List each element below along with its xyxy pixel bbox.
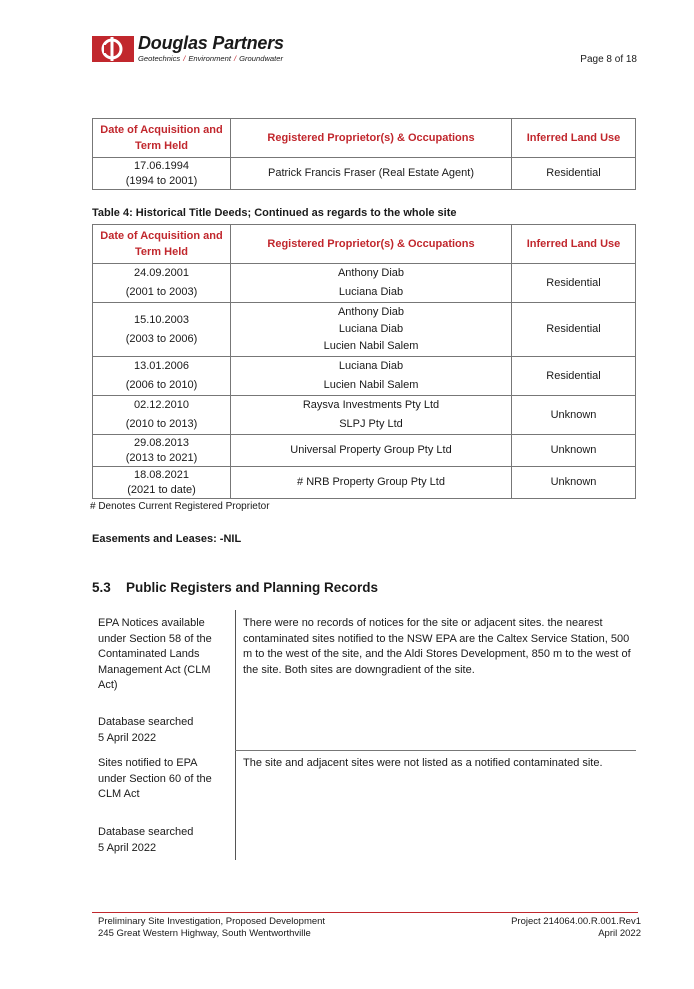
proprietor-name: Luciana Diab bbox=[338, 286, 404, 298]
term-held: (2021 to date) bbox=[127, 483, 196, 496]
title-deeds-table-continued bbox=[92, 118, 636, 190]
table-footnote: # Denotes Current Registered Proprietor bbox=[90, 501, 270, 512]
company-logo bbox=[92, 34, 322, 68]
footer-address: 245 Great Western Highway, South Wentworthville bbox=[98, 927, 311, 939]
logo-mark-icon bbox=[92, 36, 134, 62]
cell-date bbox=[93, 158, 231, 190]
acquisition-date: 17.06.1994 bbox=[133, 159, 190, 172]
table-header-row bbox=[93, 225, 636, 264]
col-header-date: Date of Acquisition and Term Held bbox=[93, 119, 231, 158]
database-searched-date: 5 April 2022 bbox=[98, 841, 157, 854]
term-held: (2010 to 2013) bbox=[125, 418, 198, 430]
cell-date bbox=[93, 435, 231, 467]
cell-date bbox=[93, 264, 231, 303]
acquisition-date: 15.10.2003 bbox=[133, 313, 190, 326]
acquisition-date: 02.12.2010 bbox=[133, 399, 190, 411]
table-row bbox=[93, 435, 636, 467]
sites-notified-searched bbox=[98, 825, 228, 856]
cell-proprietor bbox=[231, 303, 512, 357]
footer-date: April 2022 bbox=[598, 927, 641, 939]
cell-proprietor: Patrick Francis Fraser (Real Estate Agent) bbox=[231, 158, 512, 190]
cell-land-use: Unknown bbox=[512, 467, 636, 499]
acquisition-date: 24.09.2001 bbox=[133, 267, 190, 279]
sites-notified-label: Sites notified to EPA under Section 60 of the CLM Act bbox=[98, 757, 212, 800]
footer-project-reference bbox=[511, 916, 641, 939]
section-title: Public Registers and Planning Records bbox=[126, 580, 379, 595]
acquisition-date: 18.08.2021 bbox=[133, 468, 190, 481]
cell-land-use: Residential bbox=[512, 303, 636, 357]
cell-land-use: Residential bbox=[512, 357, 636, 396]
footer-project-description bbox=[98, 916, 325, 939]
col-header-proprietor: Registered Proprietor(s) & Occupations bbox=[231, 119, 512, 158]
cell-land-use: Residential bbox=[512, 158, 636, 190]
term-held: (1994 to 2001) bbox=[125, 174, 198, 187]
column-divider bbox=[235, 610, 236, 860]
epa-notices-label: EPA Notices available under Section 58 of the Contaminated Lands Management Act (CLM Act) bbox=[98, 617, 212, 691]
logo-name: Douglas Partners bbox=[138, 33, 284, 53]
cell-date bbox=[93, 467, 231, 499]
page-number: Page 8 of 18 bbox=[580, 54, 637, 65]
table-header-row bbox=[93, 119, 636, 158]
sites-notified-text: The site and adjacent sites were not listed as a notified contaminated site. bbox=[243, 757, 603, 769]
cell-proprietor: # NRB Property Group Pty Ltd bbox=[231, 467, 512, 499]
footer-title: Preliminary Site Investigation, Proposed Development bbox=[98, 916, 326, 927]
section-number: 5.3 bbox=[92, 580, 111, 595]
database-searched-label: Database searched bbox=[98, 716, 194, 728]
title-deeds-table bbox=[92, 224, 636, 499]
table-4-caption: Table 4: Historical Title Deeds; Continued as regards to the whole site bbox=[92, 207, 457, 219]
public-registers-table bbox=[92, 610, 636, 860]
cell-land-use: Unknown bbox=[512, 435, 636, 467]
easements-text: Easements and Leases: -NIL bbox=[92, 533, 242, 545]
table-row bbox=[93, 357, 636, 396]
epa-notices-searched bbox=[98, 715, 228, 746]
col-header-land-use: Inferred Land Use bbox=[512, 225, 636, 264]
logo-tagline: Geotechnics / Environment / Groundwater bbox=[138, 54, 284, 63]
table-row bbox=[93, 264, 636, 303]
proprietor-name: SLPJ Pty Ltd bbox=[339, 418, 403, 430]
row-divider bbox=[235, 750, 636, 751]
term-held: (2006 to 2010) bbox=[125, 379, 198, 391]
proprietor-name: Anthony Diab bbox=[337, 306, 405, 318]
acquisition-date: 13.01.2006 bbox=[133, 360, 190, 372]
table-row bbox=[93, 303, 636, 357]
cell-proprietor bbox=[231, 264, 512, 303]
proprietor-name: Luciana Diab bbox=[338, 360, 404, 372]
table-row bbox=[93, 158, 636, 190]
tagline-groundwater: Groundwater bbox=[239, 54, 284, 63]
cell-land-use: Residential bbox=[512, 264, 636, 303]
section-heading bbox=[92, 580, 378, 595]
database-searched-label: Database searched bbox=[98, 826, 194, 838]
proprietor-name: Luciana Diab bbox=[338, 323, 404, 335]
proprietor-name: Anthony Diab bbox=[337, 267, 405, 279]
cell-date bbox=[93, 303, 231, 357]
table-row bbox=[93, 396, 636, 435]
proprietor-name: Lucien Nabil Salem bbox=[323, 340, 419, 352]
acquisition-date: 29.08.2013 bbox=[133, 436, 190, 449]
cell-proprietor bbox=[231, 357, 512, 396]
cell-proprietor bbox=[231, 396, 512, 435]
cell-date bbox=[93, 357, 231, 396]
tagline-environment: Environment bbox=[188, 54, 231, 63]
footer-divider bbox=[92, 912, 638, 913]
table-row bbox=[93, 467, 636, 499]
cell-proprietor: Universal Property Group Pty Ltd bbox=[231, 435, 512, 467]
proprietor-name: Raysva Investments Pty Ltd bbox=[302, 399, 440, 411]
col-header-proprietor: Registered Proprietor(s) & Occupations bbox=[231, 225, 512, 264]
footer-project-number: Project 214064.00.R.001.Rev1 bbox=[511, 916, 641, 927]
cell-land-use: Unknown bbox=[512, 396, 636, 435]
epa-notices-text: There were no records of notices for the site or adjacent sites. the nearest contaminated sites notified to the NSW EPA are the Caltex Service Station, 500 m to the west of the site, and the Aldi Stores Development, 850 m to the west of the site. Both sites are downgradient of the site. bbox=[243, 617, 631, 676]
term-held: (2003 to 2006) bbox=[125, 332, 198, 345]
col-header-date: Date of Acquisition and Term Held bbox=[93, 225, 231, 264]
col-header-land-use: Inferred Land Use bbox=[512, 119, 636, 158]
database-searched-date: 5 April 2022 bbox=[98, 731, 157, 744]
term-held: (2013 to 2021) bbox=[125, 451, 198, 464]
term-held: (2001 to 2003) bbox=[125, 286, 198, 298]
cell-date bbox=[93, 396, 231, 435]
tagline-geotechnics: Geotechnics bbox=[138, 54, 181, 63]
proprietor-name: Lucien Nabil Salem bbox=[323, 379, 419, 391]
